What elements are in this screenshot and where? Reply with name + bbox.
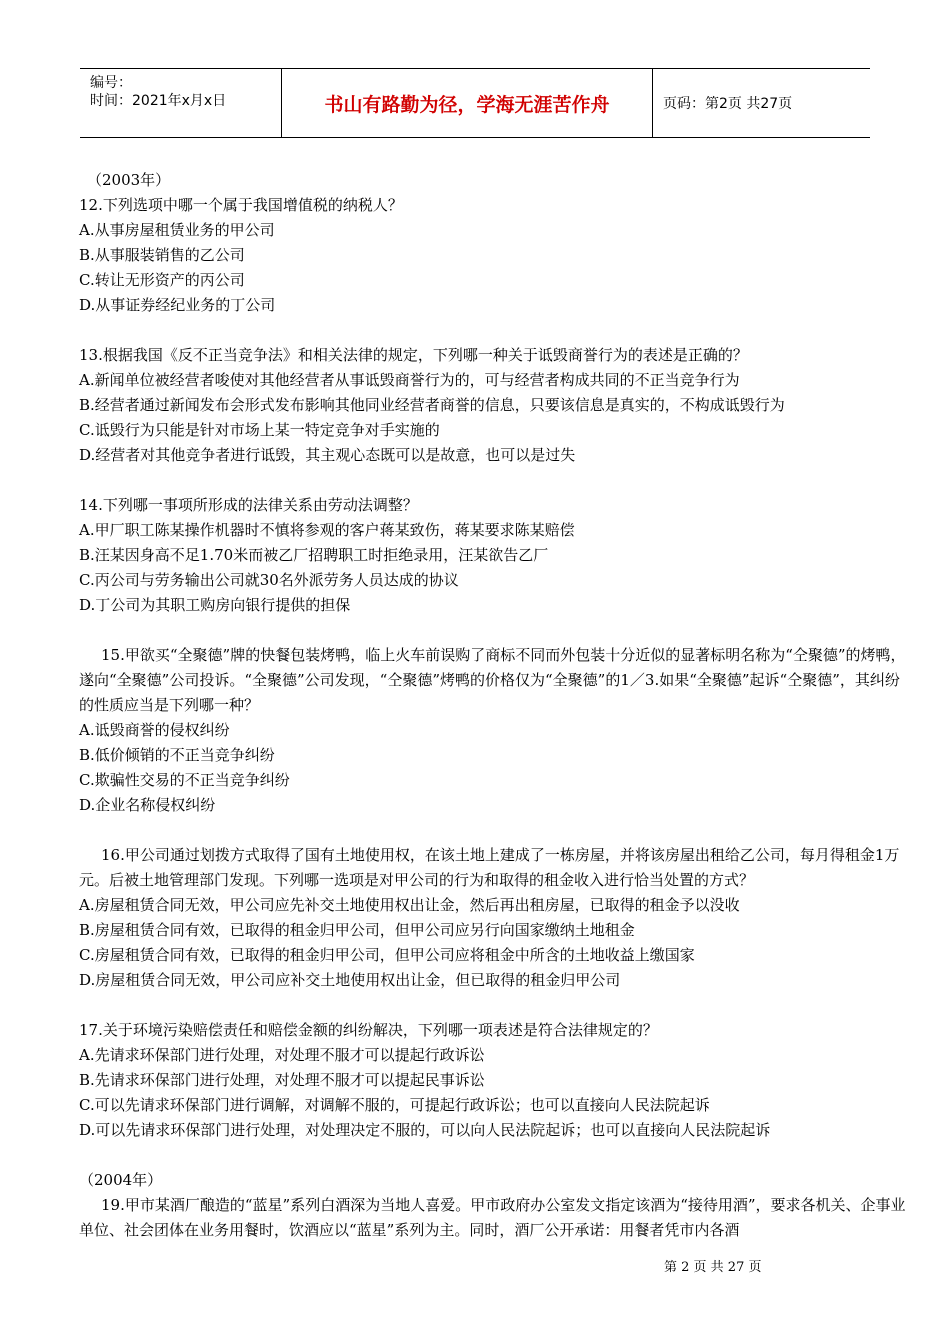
question-15-option-d: D.企业名称侵权纠纷 — [79, 796, 216, 814]
question-15-option-a: A.诋毁商誉的侵权纠纷 — [79, 721, 230, 739]
question-12-option-c: C.转让无形资产的丙公司 — [79, 271, 245, 289]
question-14-stem: 14.下列哪一事项所形成的法律关系由劳动法调整？ — [79, 496, 418, 514]
document-body — [79, 168, 907, 1243]
question-14-option-b: B.汪某因身高不足1.70米而被乙厂招聘职工时拒绝录用，汪某欲告乙厂 — [79, 546, 549, 564]
question-15-option-b: B.低价倾销的不正当竞争纠纷 — [79, 746, 275, 764]
spacer — [79, 993, 907, 1018]
document-number-label: 编号： — [90, 75, 132, 91]
question-13-option-b: B.经营者通过新闻发布会形式发布影响其他同业经营者商誉的信息，只要该信息是真实的，不构成诋毁行为 — [79, 396, 785, 414]
page-header — [80, 68, 870, 138]
spacer — [79, 468, 907, 493]
question-16-option-b: B.房屋租赁合同有效，已取得的租金归甲公司，但甲公司应另行向国家缴纳土地租金 — [79, 921, 635, 939]
page-footer: 第 2 页 共 27 页 — [664, 1260, 762, 1275]
question-17-option-c: C.可以先请求环保部门进行调解，对调解不服的，可提起行政诉讼；也可以直接向人民法院起诉 — [79, 1096, 710, 1114]
question-14-option-d: D.丁公司为其职工购房向银行提供的担保 — [79, 596, 351, 614]
year-heading-2003: （2003年） — [87, 171, 171, 189]
question-12-option-d: D.从事证券经纪业务的丁公司 — [79, 296, 276, 314]
header-motto: 书山有路勤为径，学海无涯苦作舟 — [282, 69, 653, 137]
year-heading-2004: （2004年） — [79, 1171, 163, 1189]
question-17-option-a: A.先请求环保部门进行处理，对处理不服才可以提起行政诉讼 — [79, 1046, 485, 1064]
question-12-option-a: A.从事房屋租赁业务的甲公司 — [79, 221, 275, 239]
question-14-option-c: C.丙公司与劳务输出公司就30名外派劳务人员达成的协议 — [79, 571, 459, 589]
spacer — [79, 318, 907, 343]
question-13-option-a: A.新闻单位被经营者唆使对其他经营者从事诋毁商誉行为的，可与经营者构成共同的不正当竞争行为 — [79, 371, 740, 389]
question-15-stem: 15.甲欲买“全聚德”牌的快餐包装烤鸭，临上火车前误购了商标不同而外包装十分近似的显著标明名称为“仝聚德”的烤鸭，遂向“全聚德”公司投诉。“全聚德”公司发现，“仝聚德”烤鸭的价格仅为“全聚德”的1／3.如果“全聚德”起诉“仝聚德”，其纠纷的性质应当是下列哪一种？ — [79, 646, 906, 714]
document-date-label: 时间：2021年x月x日 — [90, 93, 227, 109]
question-13-option-c: C.诋毁行为只能是针对市场上某一特定竞争对手实施的 — [79, 421, 440, 439]
question-17-option-d: D.可以先请求环保部门进行处理，对处理决定不服的，可以向人民法院起诉；也可以直接向人民法院起诉 — [79, 1121, 771, 1139]
spacer — [79, 818, 907, 843]
question-16-option-d: D.房屋租赁合同无效，甲公司应补交土地使用权出让金，但已取得的租金归甲公司 — [79, 971, 621, 989]
question-13-option-d: D.经营者对其他竞争者进行诋毁，其主观心态既可以是故意，也可以是过失 — [79, 446, 576, 464]
question-15-option-c: C.欺骗性交易的不正当竞争纠纷 — [79, 771, 290, 789]
question-12-option-b: B.从事服装销售的乙公司 — [79, 246, 245, 264]
question-17-option-b: B.先请求环保部门进行处理，对处理不服才可以提起民事诉讼 — [79, 1071, 485, 1089]
spacer — [79, 1143, 907, 1168]
question-19-stem: 19.甲市某酒厂酿造的“蓝星”系列白酒深为当地人喜爱。甲市政府办公室发文指定该酒为“接待用酒”，要求各机关、企事业单位、社会团体在业务用餐时，饮酒应以“蓝星”系列为主。同时，酒厂公开承诺：用餐者凭市内各酒 — [79, 1196, 906, 1239]
question-16-option-a: A.房屋租赁合同无效，甲公司应先补交土地使用权出让金，然后再出租房屋，已取得的租金予以没收 — [79, 896, 740, 914]
spacer — [79, 618, 907, 643]
question-16-option-c: C.房屋租赁合同有效，已取得的租金归甲公司，但甲公司应将租金中所含的土地收益上缴国家 — [79, 946, 695, 964]
question-13-stem: 13.根据我国《反不正当竞争法》和相关法律的规定，下列哪一种关于诋毁商誉行为的表述是正确的？ — [79, 346, 748, 364]
header-page-number: 页码：第2页 共27页 — [663, 96, 793, 112]
question-12-stem: 12.下列选项中哪一个属于我国增值税的纳税人？ — [79, 196, 403, 214]
question-14-option-a: A.甲厂职工陈某操作机器时不慎将参观的客户蒋某致伤，蒋某要求陈某赔偿 — [79, 521, 575, 539]
question-17-stem: 17.关于环境污染赔偿责任和赔偿金额的纠纷解决，下列哪一项表述是符合法律规定的？ — [79, 1021, 658, 1039]
question-16-stem: 16.甲公司通过划拨方式取得了国有土地使用权，在该土地上建成了一栋房屋，并将该房屋出租给乙公司，每月得租金1万元。后被土地管理部门发现。下列哪一选项是对甲公司的行为和取得的租金收入进行恰当处置的方式？ — [79, 846, 900, 889]
header-meta-cell — [80, 69, 282, 137]
